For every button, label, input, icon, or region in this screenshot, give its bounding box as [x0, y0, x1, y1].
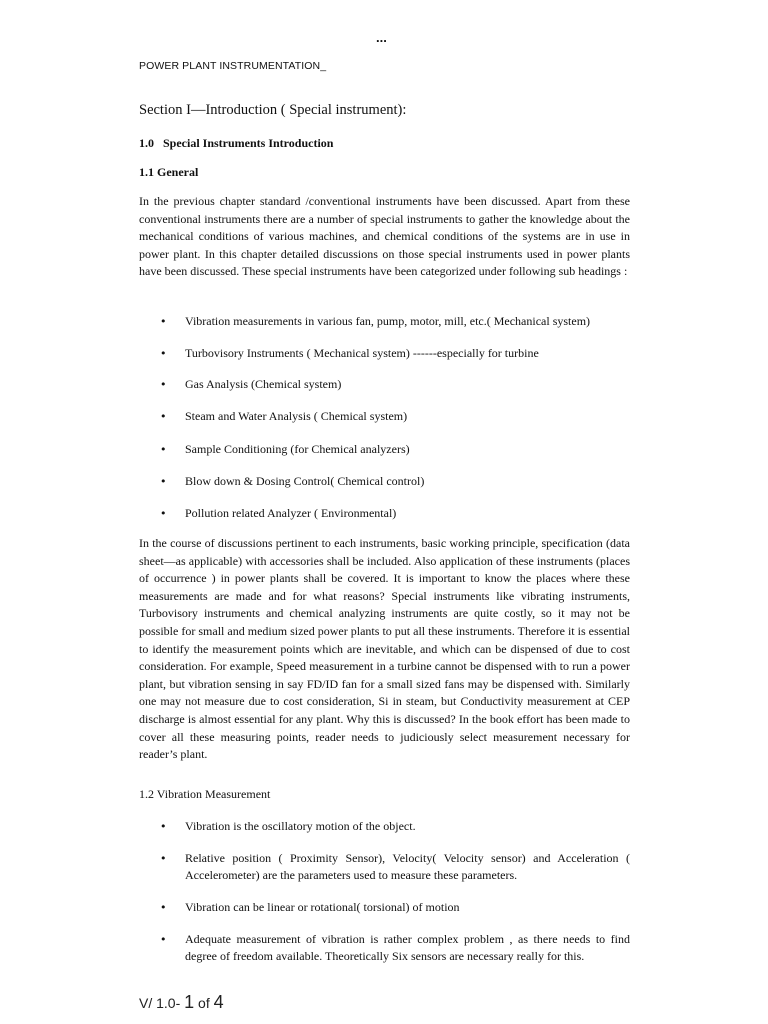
- list-item-text: Vibration is the oscillatory motion of the object.: [185, 819, 416, 833]
- list-item-text: Pollution related Analyzer ( Environmental): [185, 506, 397, 520]
- bullet-icon: •: [160, 347, 167, 360]
- bullet-icon: •: [160, 852, 167, 865]
- bullet-icon: •: [160, 820, 167, 833]
- list-item-text: Blow down & Dosing Control( Chemical control): [185, 474, 425, 488]
- heading-text: Special Instruments Introduction: [163, 136, 334, 150]
- top-mark: ...: [376, 30, 387, 45]
- bullet-icon: •: [160, 933, 167, 946]
- list-item-text: Gas Analysis (Chemical system): [185, 377, 342, 391]
- bullet-icon: •: [160, 443, 167, 456]
- bullet-icon: •: [160, 410, 167, 423]
- page-number: 1: [184, 992, 195, 1012]
- heading-1-0: [139, 136, 333, 151]
- section-title: Section I—Introduction ( Special instrument):: [139, 102, 407, 118]
- heading-1-1: 1.1 General: [139, 165, 199, 179]
- heading-1-2: 1.2 Vibration Measurement: [139, 787, 271, 801]
- of-label: of: [194, 995, 214, 1011]
- heading-number: 1.0: [139, 136, 154, 150]
- paragraph-discussion: In the course of discussions pertinent to each instruments, basic working principle, specification (data sheet—as applicable) with accessories shall be included. Also application of these instruments (places of occurrence ) in power plants shall be covered. It is important to know the places where these measurements are made and for what reasons? Special instruments like vibrating instruments, Turbovisory instruments and chemical analyzing instruments are quite costly, so it may not be possible for small and medium sized power plants to put all these instruments. Therefore it is essential to identify the measurement points which are inevitable, and which can be dispensed of due to cost consideration. For example, Speed measurement in a turbine cannot be dispensed with to run a power plant, but vibration sensing in say FD/ID fan for a small sized fans may be dispensed with. Similarly one may not measure due to cost consideration, Si in steam, but Conductivity measurement at CEP discharge is almost essential for any plant. Why this is discussed? In the book effort has been made to cover all these measuring points, reader needs to judiciously select measurement necessary for reader’s plant.: [139, 536, 630, 762]
- list-item-text: Vibration measurements in various fan, pump, motor, mill, etc.( Mechanical system): [185, 314, 591, 328]
- bullet-icon: •: [160, 901, 167, 914]
- version-label: V/ 1.0-: [139, 995, 185, 1011]
- list-item-text: Relative position ( Proximity Sensor), Velocity( Velocity sensor) and Acceleration ( Accelerometer) are the parameters used to measure these parameters.: [185, 851, 630, 882]
- bullet-icon: •: [160, 315, 167, 328]
- page-footer: [139, 992, 224, 1013]
- bullet-icon: •: [160, 507, 167, 520]
- list-item-text: Steam and Water Analysis ( Chemical system): [185, 409, 408, 423]
- list-item-text: Sample Conditioning (for Chemical analyzers): [185, 442, 410, 456]
- list-item-text: Adequate measurement of vibration is rather complex problem , as there needs to find degree of freedom available. Theoretically Six sensors are necessary really for this.: [185, 932, 630, 963]
- page-total: 4: [213, 992, 224, 1012]
- list-item-text: Vibration can be linear or rotational( torsional) of motion: [185, 900, 460, 914]
- running-header: POWER PLANT INSTRUMENTATION_: [139, 60, 327, 72]
- paragraph-intro: In the previous chapter standard /conventional instruments have been discussed. Apart from these conventional instruments there are a number of special instruments to gather the knowledge about the mechanical conditions of various machines, and chemical conditions of the systems are in use in power plant. In this chapter detailed discussions on those special instruments used in power plants have been discussed. These special instruments have been categorized under following sub headings :: [139, 194, 630, 279]
- bullet-icon: •: [160, 378, 167, 391]
- bullet-icon: •: [160, 475, 167, 488]
- list-item-text: Turbovisory Instruments ( Mechanical system) ------especially for turbine: [185, 346, 539, 360]
